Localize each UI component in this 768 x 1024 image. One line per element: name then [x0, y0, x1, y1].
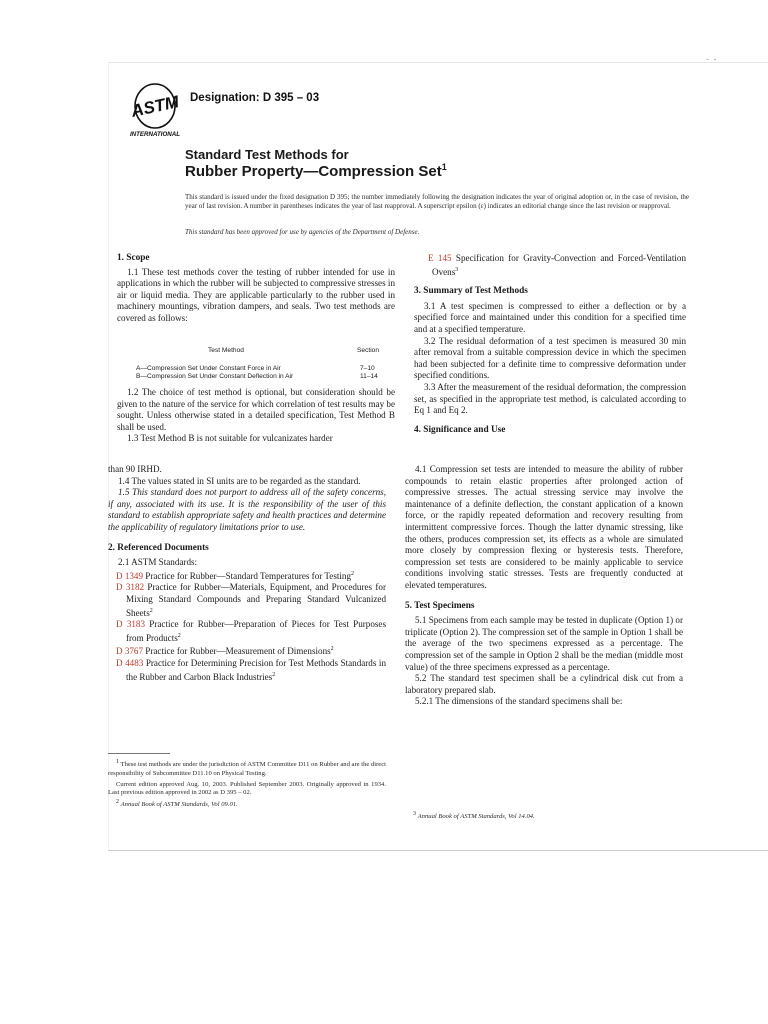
footnotes-left: [108, 758, 386, 809]
footnote-2: $^2$ Annual Book of ASTM Standards, Vol 09.01.: [116, 798, 238, 808]
paragraph-3-3: 3.3 After the measurement of the residual deformation, the compression set, as specified in the appropriate test method, is calculated according to Eq 1 and Eq 2.: [414, 381, 686, 416]
test-method-table: [112, 347, 402, 387]
paragraph-3-1: 3.1 A test specimen is compressed to either a deflection or by a specified force and maintained under this condition for a specified time and at a specified temperature.: [414, 300, 686, 334]
footnote-rule: [108, 753, 170, 754]
left-column-bottom: [108, 464, 386, 683]
svg-text:ASTM: ASTM: [129, 92, 181, 121]
paragraph-1-2: 1.2 The choice of test method is optional, but consideration should be given to the nature of the service for which correlation of test results may be sought. Unless otherwise stated in a detailed specification, Test Method B shall be used.: [117, 387, 395, 432]
section-heading-summary: 3. Summary of Test Methods: [414, 286, 528, 297]
paragraph-1-4: 1.4 The values stated in SI units are to be regarded as the standard.: [118, 475, 361, 486]
table-row-method: B—Compression Set Under Constant Deflection in Air: [136, 373, 294, 380]
right-column-bottom: [405, 464, 683, 708]
designation: Designation: D 395 – 03: [190, 92, 320, 104]
paragraph-1-3: 1.3 Test Method B is not suitable for vulcanizates harder: [127, 433, 333, 444]
list-item: D 3767 Practice for Rubber—Measurement of Dimensions$^2$: [116, 646, 334, 657]
dod-notice: This standard has been approved for use by agencies of the Department of Defense.: [185, 228, 420, 236]
title-line-1: Standard Test Methods for: [185, 147, 349, 162]
list-item: D 1349 Practice for Rubber—Standard Temperatures for Testing$^2$: [116, 570, 355, 581]
svg-text:INTERNATIONAL: INTERNATIONAL: [129, 131, 181, 138]
table-header-section: Section: [357, 347, 379, 354]
title-footnote-mark: 1: [441, 162, 447, 172]
list-item: D 4483 Practice for Determining Precision for Test Methods Standards in the Rubber and Carbon Black Industries$^2$: [116, 658, 386, 682]
ref-code-link[interactable]: D 3182: [116, 582, 145, 593]
paragraph-5-2: 5.2 The standard test specimen shall be a cylindrical disk cut from a laboratory prepared slab.: [405, 673, 683, 695]
paragraph-2-1: 2.1 ASTM Standards:: [118, 557, 198, 568]
ref-code-link[interactable]: D 3767: [116, 646, 144, 657]
ref-code-link[interactable]: D 3183: [116, 619, 146, 630]
paragraph-3-2: 3.2 The residual deformation of a test specimen is measured 30 min after removal from a suitable compression device in which the specimen had been subjected for a definite time to compressive deformation under specified conditions.: [414, 335, 686, 381]
table-row-section: 11–14: [360, 373, 378, 380]
reference-list: [108, 569, 386, 684]
page-corner-mark: - -: [706, 54, 718, 64]
section-heading-significance: 4. Significance and Use: [414, 424, 506, 435]
footnote-1-edition: Current edition approved Aug. 10, 2003. Published September 2003. Originally approved in 1934. Last previous edition approved in 2002 as D 395 – 02.: [108, 781, 386, 797]
ref-e145: E 145 Specification for Gravity-Convection and Forced-Ventilation Ovens$^3$: [428, 253, 686, 277]
ref-code-link[interactable]: D 1349: [116, 570, 144, 581]
section-heading-scope: 1. Scope: [117, 253, 150, 263]
section-heading-referenced-documents: 2. Referenced Documents: [108, 542, 209, 553]
paragraph-1-1: 1.1 These test methods cover the testing of rubber intended for use in applications in which the rubber will be subjected to compressive stresses in air or liquid media. They are applicable particularly to the rubber used in machinery mountings, vibration dampers, and seals. Two test methods are covered as follows:: [117, 266, 395, 323]
paragraph-5-2-1: 5.2.1 The dimensions of the standard specimens shall be:: [415, 696, 623, 707]
title-line-2: Rubber Property—Compression Set$^1$: [185, 162, 447, 180]
right-column-top: [414, 253, 686, 436]
section-heading-test-specimens: 5. Test Specimens: [405, 600, 475, 611]
footnote-3: $^3$ Annual Book of ASTM Standards, Vol 14.04.: [413, 811, 535, 821]
table-header-method: Test Method: [208, 347, 244, 354]
table-row-method: A—Compression Set Under Constant Force in Air: [136, 365, 281, 372]
list-item: D 3183 Practice for Rubber—Preparation of Pieces for Test Purposes from Products$^2$: [116, 619, 386, 643]
paragraph-4-1: 4.1 Compression set tests are intended to measure the ability of rubber compounds to retain elastic properties after prolonged action of compressive stresses. The actual stressing service may involve the maintenance of a definite deflection, the constant application of a known force, or the rapidly repeated deformation and recovery resulting from intermittent compressive forces. Though the latter dynamic stressing, like the others, produces compression set, its effects as a whole are simulated more closely by compression flexing or hysteresis tests. Therefore, compression set tests are considered to be mainly applicable to service conditions involving static stresses. Tests are frequently conducted at elevated temperatures.: [405, 464, 683, 590]
table-row-section: 7–10: [360, 365, 375, 372]
footnote-1: $^1$ These test methods are under the jurisdiction of ASTM Committee D11 on Rubber and are the direct responsibility of Subcommittee D11.10 on Physical Testing.: [108, 759, 386, 777]
issuance-notice: This standard is issued under the fixed designation D 395; the number immediately following the designation indicates the year of original adoption or, in the case of revision, the year of last revision. A number in parentheses indicates the year of last reapproval. A superscript epsilon (ε) indicates an editorial change since the last revision or reapproval.: [185, 193, 689, 211]
list-item: D 3182 Practice for Rubber—Materials, Equipment, and Procedures for Mixing Standard Compounds and Preparing Standard Vulcanized Sheets$^2$: [116, 582, 386, 618]
left-column-top: [117, 253, 395, 325]
page-bottom-edge: [108, 850, 768, 851]
ref-code-link[interactable]: E 145: [428, 253, 452, 263]
left-column-top-cont: [117, 387, 395, 445]
footnotes-right: [405, 810, 683, 822]
document-page: [108, 62, 768, 851]
astm-logo: [128, 82, 182, 138]
paragraph-5-1: 5.1 Specimens from each sample may be tested in duplicate (Option 1) or triplicate (Option 2). The compression set of the sample in Option 1 shall be the average of the two specimens expressed as a percentage. The compression set of the sample in Option 2 shall be the median (middle most value) of the three specimens expressed as a percentage.: [405, 615, 683, 672]
paragraph-1-3-continued: than 90 IRHD.: [108, 464, 162, 474]
ref-code-link[interactable]: D 4483: [116, 658, 144, 669]
paragraph-1-5: 1.5 This standard does not purport to address all of the safety concerns, if any, associated with its use. It is the responsibility of the user of this standard to establish appropriate safety and health practices and determine the applicability of regulatory limitations prior to use.: [108, 487, 386, 532]
